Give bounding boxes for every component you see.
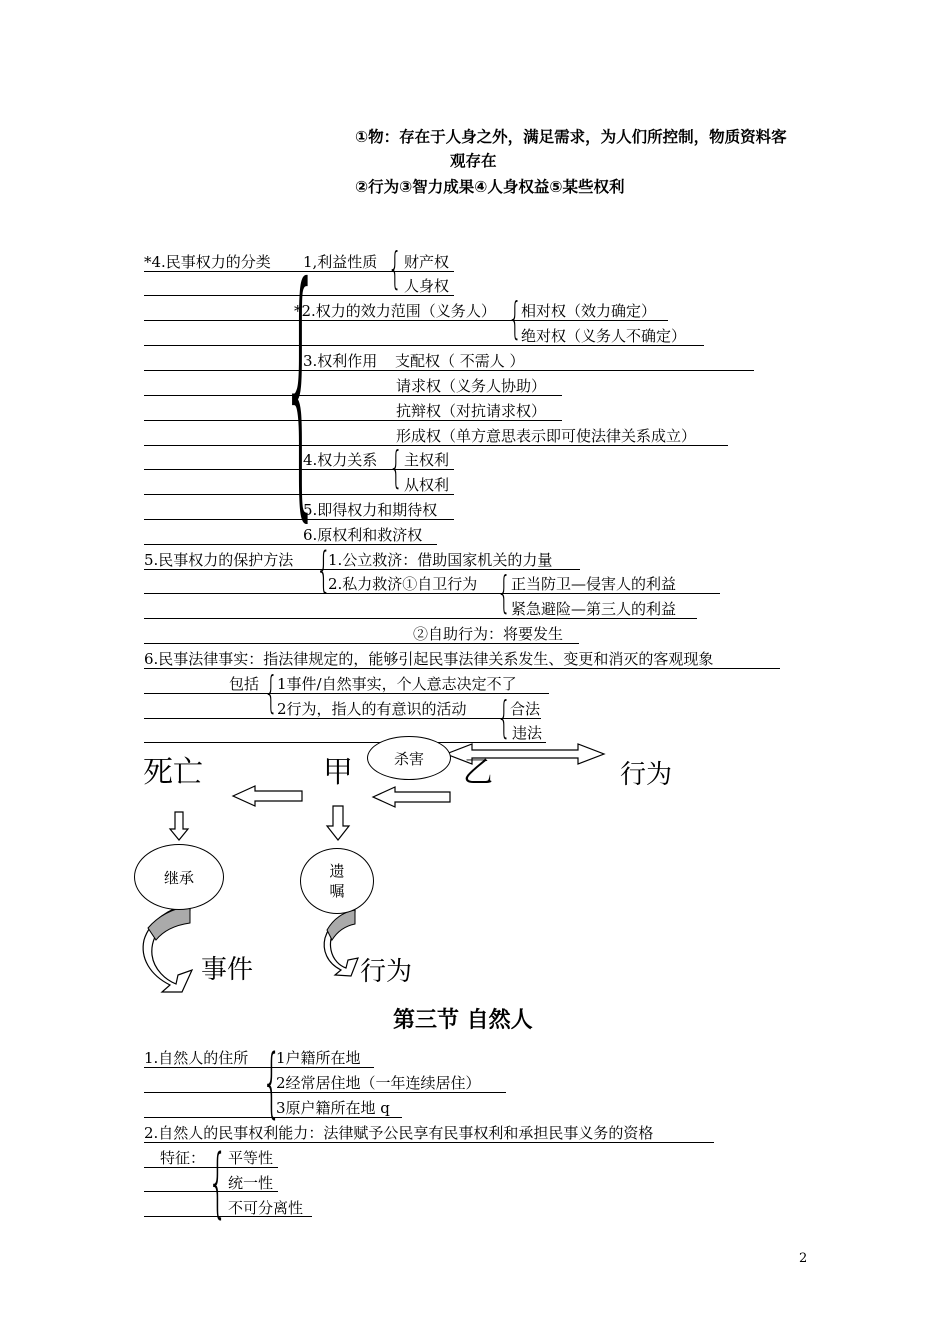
will-ellipse [300, 848, 374, 914]
capacity-title: 2.自然人的民事权利能力：法律赋予公民享有民事权利和承担民事义务的资格 [144, 1124, 654, 1142]
fact-event: 1事件/自然事实，个人意志决定不了 [277, 675, 517, 693]
death-label: 死亡 [143, 755, 203, 790]
section-4-brace: { [282, 229, 320, 544]
domicile-3: 3原户籍所在地 q [276, 1099, 390, 1117]
class-5: 5.即得权力和期待权 [303, 501, 438, 519]
underline [144, 1191, 278, 1192]
section-6-title: 6.民事法律事实：指法律规定的，能够引起民事法律关系发生、变更和消灭的客观现象 [144, 650, 714, 668]
act-label-2: 行为 [360, 957, 413, 987]
domicile-brace: { [262, 1037, 282, 1126]
act-brace: { [497, 692, 511, 743]
class-2-label: *2.权力的效力范围（义务人） [294, 302, 496, 320]
self-defense-brace: { [497, 567, 511, 618]
class-3b: 请求权（义务人协助） [396, 377, 547, 395]
domicile-1: 1户籍所在地 [276, 1049, 361, 1067]
fact-act: 2行为，指人的有意识的活动 [277, 700, 467, 718]
features-brace: { [208, 1137, 228, 1226]
class-4a: 主权利 [404, 451, 450, 469]
act-illegal: 违法 [512, 724, 543, 742]
domicile-title: 1.自然人的住所 [144, 1049, 249, 1067]
features-label: 特征： [160, 1149, 206, 1167]
class-6: 6.原权利和救济权 [303, 526, 423, 544]
public-remedy: 1.公立救济：借助国家机关的力量 [328, 551, 553, 569]
kill-label: 杀害 [393, 749, 424, 768]
intro-line-2: 观存在 [450, 152, 497, 170]
class-2a: 相对权（效力确定） [521, 302, 657, 320]
underline [144, 1216, 312, 1217]
underline [144, 1067, 374, 1068]
inherit-ellipse [134, 844, 224, 910]
feature-inseparability: 不可分离性 [228, 1199, 304, 1217]
act-label: 行为 [620, 760, 673, 790]
inherit-label: 继承 [163, 868, 194, 887]
event-label: 事件 [201, 955, 254, 985]
class-3d: 形成权（单方意思表示即可使法律关系成立） [396, 427, 697, 445]
class-3-label: 3.权利作用 [303, 352, 378, 370]
kill-ellipse [367, 736, 451, 780]
underline [144, 1142, 714, 1143]
domicile-2: 2经常居住地（一年连续居住） [276, 1074, 481, 1092]
class-1-brace: { [388, 243, 402, 294]
section-5-title: 5.民事权力的保护方法 [144, 551, 294, 569]
section-3-heading: 第三节 自然人 [393, 1008, 533, 1033]
class-3a: 支配权（ 不需人 ） [395, 352, 525, 370]
jia-label: 甲 [323, 755, 353, 790]
underline [144, 1167, 278, 1168]
intro-line-1: ①物：存在于人身之外，满足需求，为人们所控制，物质资料客 [355, 128, 787, 146]
act-legal: 合法 [510, 700, 541, 718]
legitimate-defense: 正当防卫—侵害人的利益 [511, 575, 677, 593]
section-4-title: *4.民事权力的分类 [144, 253, 271, 271]
page-number: 2 [799, 1251, 808, 1266]
class-3c: 抗辩权（对抗请求权） [396, 402, 547, 420]
private-remedy: 2.私力救济①自卫行为 [328, 575, 478, 593]
section-5-brace: { [316, 542, 332, 598]
underline [144, 1117, 402, 1118]
class-4-label: 4.权力关系 [303, 451, 378, 469]
class-2b: 绝对权（义务人不确定） [521, 327, 687, 345]
yi-label: 乙 [463, 755, 493, 790]
self-help: ②自助行为：将要发生 [413, 625, 564, 643]
underline [144, 1092, 506, 1093]
emergency-avoidance: 紧急避险—第三人的利益 [511, 600, 677, 618]
will-label-2: 嘱 [329, 882, 345, 900]
feature-unity: 统一性 [228, 1174, 274, 1192]
class-1a: 财产权 [404, 253, 450, 271]
feature-equality: 平等性 [228, 1149, 274, 1167]
class-4b: 从权利 [404, 476, 450, 494]
include-label: 包括 [229, 675, 260, 693]
include-brace: { [264, 667, 278, 718]
class-2-brace: { [508, 293, 522, 344]
class-1-label: 1,利益性质 [303, 253, 378, 271]
will-label-1: 遗 [329, 862, 345, 880]
class-1b: 人身权 [404, 277, 450, 295]
class-4-brace: { [389, 442, 403, 493]
intro-line-3: ②行为③智力成果④人身权益⑤某些权利 [355, 178, 625, 196]
